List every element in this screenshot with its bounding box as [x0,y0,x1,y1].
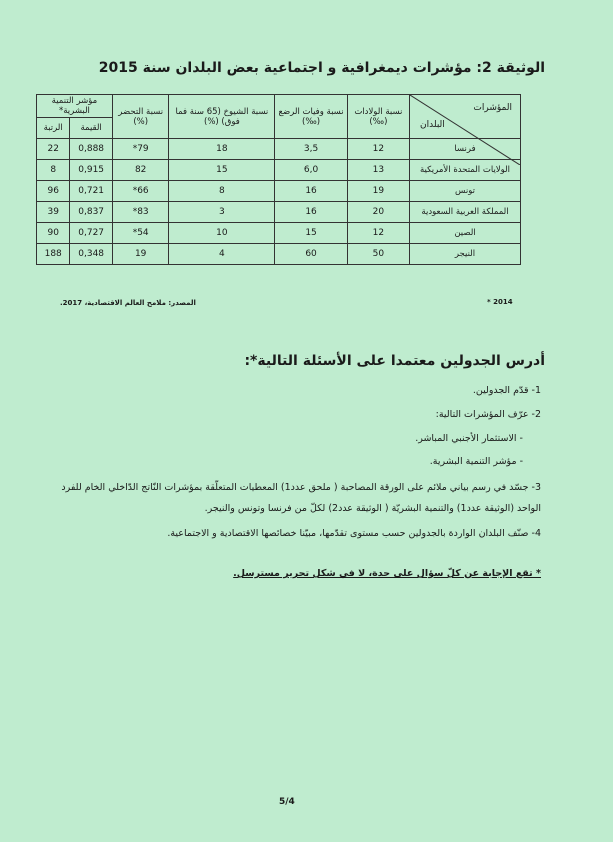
elderly-cell: 15 [169,160,275,181]
instruction-heading: أدرس الجدولين معتمدا على الأسئلة التالية*: [244,353,545,369]
corner-label-indicators: المؤشرات [473,103,512,113]
urban-cell: 19 [112,244,169,265]
country-cell: تونس [410,181,521,202]
document-title: الوثيقة 2: مؤشرات ديمغرافية و اجتماعية بعض البلدان سنة 2015 [98,60,545,76]
hdi-value-cell: 0,837 [70,202,112,223]
elderly-cell: 4 [169,244,275,265]
births-cell: 19 [347,181,409,202]
births-cell: 13 [347,160,409,181]
question-2: 2- عرّف المؤشرات التالية: [435,409,541,420]
header-hdi-rank: الرتبة [37,118,70,139]
births-cell: 50 [347,244,409,265]
hdi-value-cell: 0,727 [70,223,112,244]
urban-cell: 83* [112,202,169,223]
corner-header [410,95,521,139]
header-elderly: نسبة الشيوخ (65 سنة فما فوق) (%) [169,95,275,139]
hdi-value-cell: 0,348 [70,244,112,265]
hdi-value-cell: 0,915 [70,160,112,181]
hdi-rank-cell: 90 [37,223,70,244]
urban-cell: 79* [112,139,169,160]
question-3-line1: 3- جسّد في رسم بياني ملائم على الورقة المصاحبة ( ملحق عدد1) المعطيات المتعلّقة بمؤشرات النّاتج الدّاخلي الخام للفرد [61,482,541,493]
elderly-cell: 3 [169,202,275,223]
table-row [37,223,521,244]
question-2a: - الاستثمار الأجنبي المباشر. [415,433,523,444]
infant-deaths-cell: 16 [275,181,347,202]
question-4: 4- صنّف البلدان الواردة بالجدولين حسب مستوى تقدّمها، مبيّنا خصائصها الاقتصادية و الاجتماعية. [167,528,541,539]
header-hdi: مؤشر التنمية البشرية* [37,95,113,118]
infant-deaths-cell: 15 [275,223,347,244]
births-cell: 12 [347,223,409,244]
elderly-cell: 10 [169,223,275,244]
infant-deaths-cell: 6,0 [275,160,347,181]
indicators-table [36,94,521,265]
table-row [37,244,521,265]
hdi-rank-cell: 22 [37,139,70,160]
country-cell: النيجر [410,244,521,265]
answer-note: * تقع الإجابة عن كلّ سؤال على حدة، لا في شكل تحرير مسترسل. [233,568,541,579]
infant-deaths-cell: 60 [275,244,347,265]
header-births: نسبة الولادات (‰) [347,95,409,139]
births-cell: 20 [347,202,409,223]
elderly-cell: 8 [169,181,275,202]
footnote-year: * 2014 [487,298,513,306]
infant-deaths-cell: 16 [275,202,347,223]
elderly-cell: 18 [169,139,275,160]
header-hdi-value: القيمة [70,118,112,139]
header-urban: نسبة التحضر (%) [112,95,169,139]
urban-cell: 66* [112,181,169,202]
hdi-rank-cell: 39 [37,202,70,223]
header-infant-deaths: نسبة وفيات الرضع (‰) [275,95,347,139]
country-cell: الصين [410,223,521,244]
urban-cell: 54* [112,223,169,244]
question-1: 1- قدّم الجدولين. [472,385,541,396]
infant-deaths-cell: 3,5 [275,139,347,160]
country-cell: الولايات المتحدة الأمريكية [410,160,521,181]
urban-cell: 82 [112,160,169,181]
table-source: المصدر: ملامح العالم الاقتصادية، 2017. [60,299,196,307]
question-2b: - مؤشر التنمية البشرية. [429,456,523,467]
country-cell: المملكة العربية السعودية [410,202,521,223]
table-row [37,181,521,202]
hdi-rank-cell: 8 [37,160,70,181]
table-row [37,202,521,223]
hdi-value-cell: 0,721 [70,181,112,202]
hdi-value-cell: 0,888 [70,139,112,160]
corner-label-countries: البلدان [420,120,445,130]
country-cell: فرنسا [410,139,521,160]
hdi-rank-cell: 96 [37,181,70,202]
hdi-rank-cell: 188 [37,244,70,265]
page-number: 5/4 [279,797,295,807]
question-3-line2: الواحد (الوثيقة عدد1) والتنمية البشريّة ( الوثيقة عدد2) لكلّ من فرنسا وتونس والنيجر. [204,503,541,514]
births-cell: 12 [347,139,409,160]
